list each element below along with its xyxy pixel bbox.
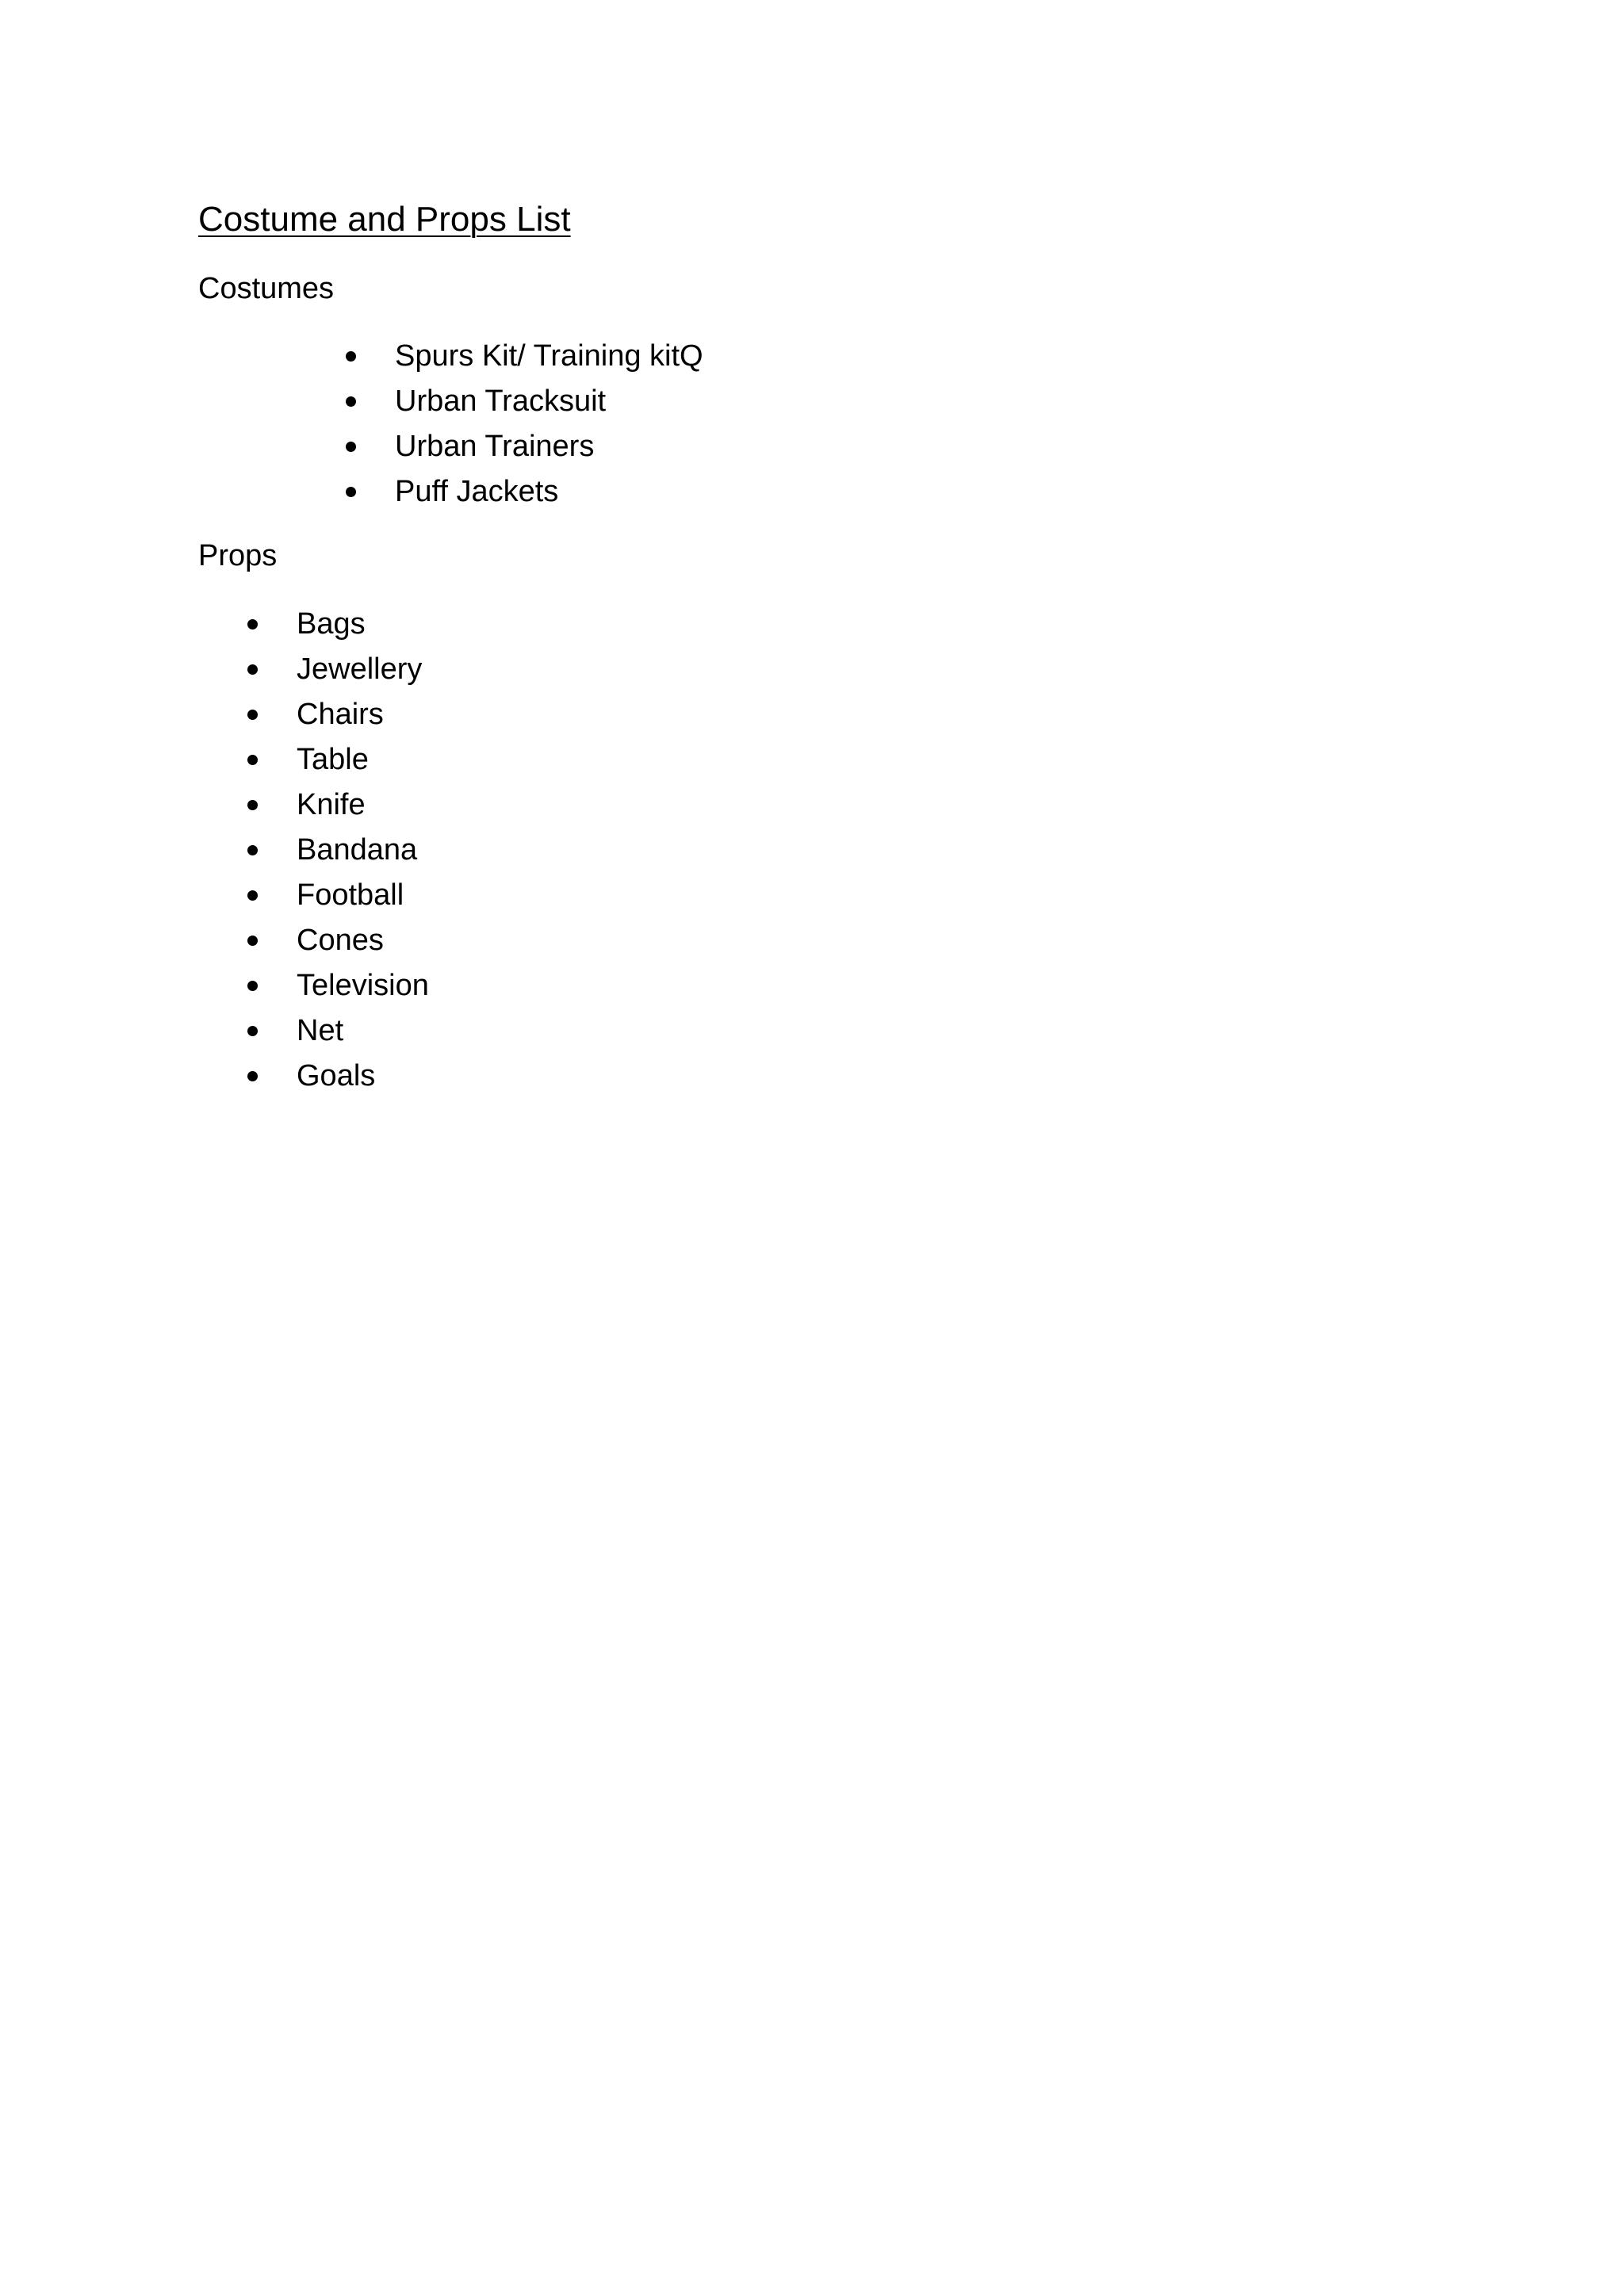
list-item-label: Urban Trainers [395,430,595,463]
bullet-icon [346,442,356,452]
list-item-label: Bags [297,607,366,641]
bullet-icon [346,487,356,497]
bullet-icon [247,981,258,991]
list-item-label: Puff Jackets [395,475,559,508]
list-item-label: Knife [297,788,366,821]
page-title: Costume and Props List [198,200,571,239]
bullet-icon [346,351,356,362]
bullet-icon [247,845,258,855]
list-item-label: Cones [297,924,384,957]
costumes-heading: Costumes [198,272,335,305]
bullet-icon [247,755,258,765]
list-item-label: Goals [297,1059,376,1093]
list-item-label: Table [297,743,369,776]
bullet-icon [247,800,258,810]
props-heading: Props [198,539,278,572]
list-item-label: Urban Tracksuit [395,385,607,418]
bullet-icon [247,710,258,720]
list-item-label: Football [297,878,404,912]
list-item-label: Spurs Kit/ Training kitQ [395,339,703,373]
list-item-label: Bandana [297,833,418,867]
bullet-icon [247,890,258,901]
bullet-icon [247,664,258,675]
bullet-icon [247,1026,258,1036]
list-item-label: Chairs [297,698,384,731]
list-item-label: Television [297,969,429,1002]
bullet-icon [247,619,258,629]
bullet-icon [247,1071,258,1081]
bullet-icon [247,936,258,946]
bullet-icon [346,396,356,407]
list-item-label: Net [297,1014,344,1047]
list-item-label: Jewellery [297,652,423,686]
